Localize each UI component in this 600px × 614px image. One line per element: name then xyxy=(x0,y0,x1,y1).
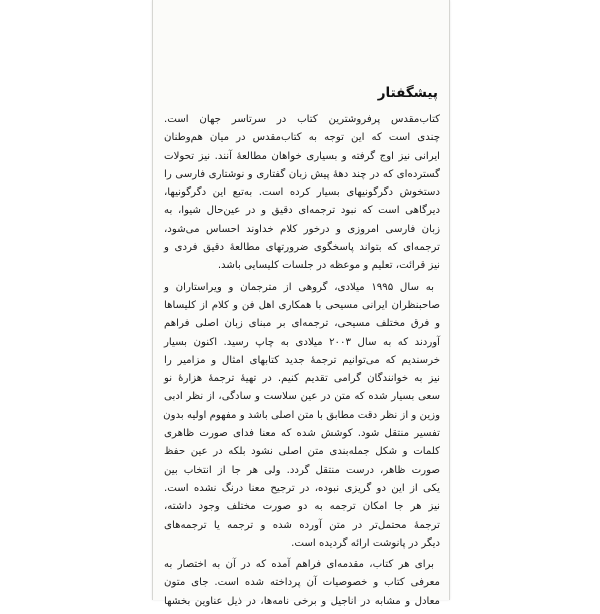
text-line: دستخوش دگرگونیهای بسیار کرده است. به‌تبع این دگرگونیها، xyxy=(164,187,440,199)
text-line: به سال ۱۹۹۵ میلادی، گروهی از مترجمان و ویراستاران و xyxy=(164,281,434,293)
text-line: برای هر کتاب، مقدمه‌ای فراهم آمده که در آن به اختصار به xyxy=(164,559,434,571)
text-line: کتاب‌مقدس پرفروشترین کتاب در سرتاسر جهان است. xyxy=(164,114,440,125)
text-line: کلمات و شکل جمله‌بندی متن اصلی نشود بلکه در عین حفظ xyxy=(164,446,440,458)
text-line: دیگر در پانوشت ارائه گردیده است. xyxy=(291,537,440,549)
book-page xyxy=(152,0,450,607)
text-line: و فرق مختلف مسیحی، ترجمه‌ای بر مبنای زبان اصلی فراهم xyxy=(164,318,440,330)
text-line: سعی بسیار شده که متن در عین سلاست و سادگی، از نظر ادبی xyxy=(164,391,440,403)
text-line: معرفی کتاب و خصوصیات آن پرداخته شده است. جای متون xyxy=(164,577,440,589)
paragraph-1 xyxy=(164,111,440,276)
text-line: صاحبنظران ایرانی مسیحی با همکاری اهل فن و کلام از کلیساها xyxy=(164,299,440,311)
text-line: نیز هر جا امکان ترجمه به دو صورت مختلف وجود داشته، xyxy=(164,501,440,513)
text-line: گسترده‌ای که در چند دههٔ پیش زبان گفتاری و نوشتاری فارسی را xyxy=(164,168,440,180)
text-line: تفسیر منتقل شود. کوشش شده که معنا فدای صورت ظاهری xyxy=(164,428,440,440)
text-line: دیرگاهی است که نبود ترجمه‌ای دقیق و در عین‌حال شیوا، به xyxy=(164,205,440,217)
text-line: آوردند که به سال ۲۰۰۳ میلادی به چاپ رسید. اکنون بسیار xyxy=(164,336,440,348)
text-line: خرسندیم که می‌توانیم ترجمهٔ جدید کتابهای امثال و مزامیر را xyxy=(164,354,440,366)
text-line: نیز به خوانندگان گرامی تقدیم کنیم. در تهیهٔ ترجمهٔ هزارهٔ نو xyxy=(164,373,440,385)
text-line: ترجمهٔ محتمل‌تر در متن آورده شده و ترجمه یا ترجمه‌های xyxy=(164,519,440,531)
text-line: چندی است که این توجه به کتاب‌مقدس در میان هم‌وطنان xyxy=(164,132,440,144)
text-line: وزین و از نظر دقت مطابق با متن اصلی باشد و مفهوم اولیه بدون xyxy=(163,409,440,421)
paragraph-3 xyxy=(164,556,440,611)
text-line: صورت ظاهر، درست منتقل گردد. ولی هر جا از انتخاب بین xyxy=(164,464,440,476)
text-line: زبان فارسی امروزی و درخور کلام خداوند احساس می‌شود، xyxy=(164,223,440,235)
text-line: معادل و مشابه در اناجیل و برخی نامه‌ها، در ذیل عناوین بخشها xyxy=(164,595,440,607)
text-line: نیز قرائت، تعلیم و موعظه در جلسات کلیسایی باشد. xyxy=(217,260,440,272)
text-line: یکی از این دو گریزی نبوده، در ترجیح معنا درنگ نشده است. xyxy=(164,482,440,494)
text-line: ایرانی نیز اوج گرفته و بسیاری خواهان مطالعهٔ آنند. نیز تحولات xyxy=(164,150,440,162)
page-title: پیشگفتار xyxy=(377,85,438,101)
text-block xyxy=(164,84,440,614)
text-line: ترجمه‌ای که بتواند پاسخگوی ضرورتهای مطالعهٔ دقیق فردی و xyxy=(164,242,440,254)
paragraph-2 xyxy=(164,279,440,553)
